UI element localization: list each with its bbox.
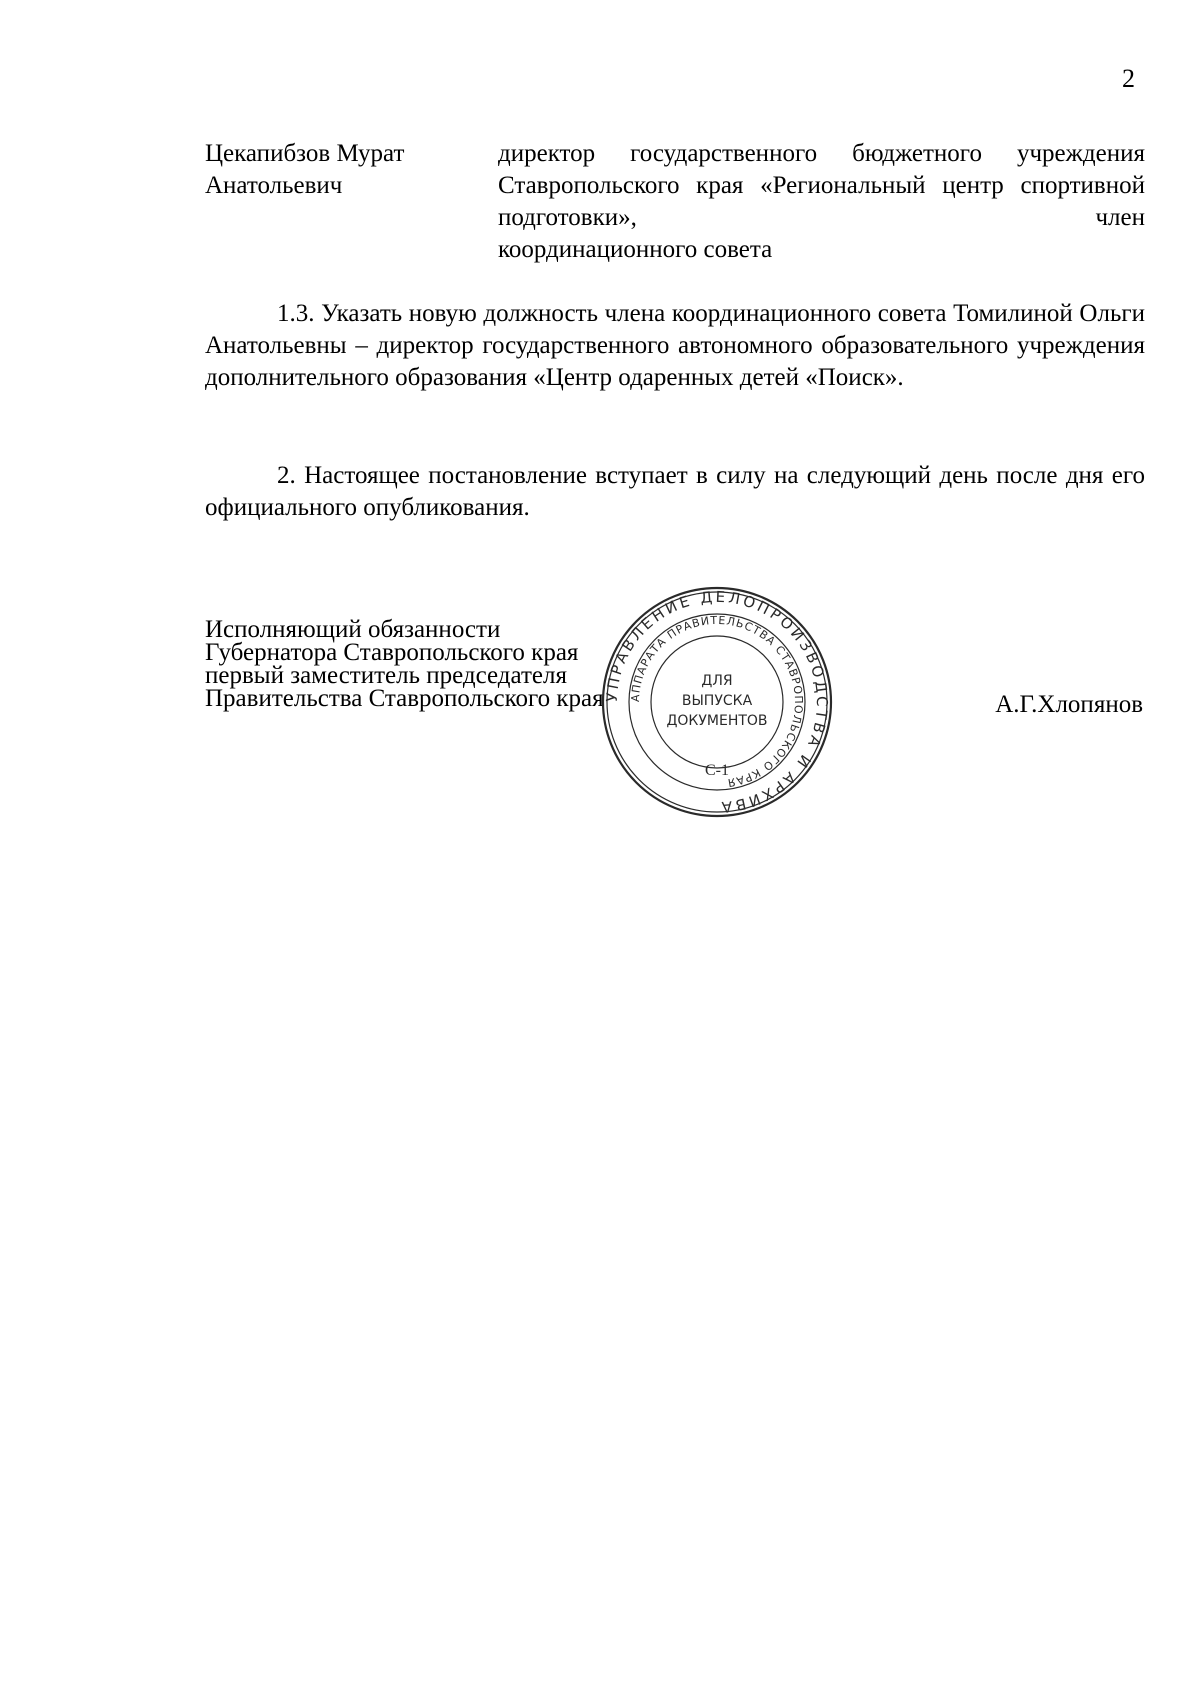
stamp-code: С-1 xyxy=(705,762,729,779)
member-name-line1: Цекапибзов Мурат xyxy=(205,140,405,167)
paragraph-2: 2. Настоящее постановление вступает в силу на следующий день после дня его официального опубликования. xyxy=(205,462,1145,521)
stamp-middle-text: АППАРАТА ПРАВИТЕЛЬСТВА СТАВРОПОЛЬСКОГО КРАЯ xyxy=(628,613,806,790)
stamp-seal xyxy=(600,585,834,819)
page-number: 2 xyxy=(1122,64,1135,93)
member-position-last-line: координационного совета xyxy=(498,236,773,263)
member-position-text: директор государственного бюджетного учреждения Ставропольского края «Региональный центр спортивной подготовки», член xyxy=(498,140,1145,231)
signature-line4: Правительства Ставропольского края xyxy=(205,685,604,712)
member-position xyxy=(498,138,1145,266)
signature-line3: первый заместитель председателя xyxy=(205,662,567,689)
member-name xyxy=(205,138,465,202)
stamp-center-line1: ДЛЯ xyxy=(701,673,733,689)
stamp-center-line2: ВЫПУСКА xyxy=(681,693,753,709)
stamp-center-line3: ДОКУМЕНТОВ xyxy=(666,713,768,729)
paragraph-1-3: 1.3. Указать новую должность члена координационного совета Томилиной Ольги Анатольевны – директор государственного автономного образовательного учреждения дополнительного образования «Центр одаренных детей «Поиск». xyxy=(205,300,1145,391)
signature-block xyxy=(205,618,604,710)
signer-name: А.Г.Хлопянов xyxy=(995,691,1143,718)
stamp-outer-text: УПРАВЛЕНИЕ ДЕЛОПРОИЗВОДСТВА И АРХИВА xyxy=(602,587,832,817)
signature-line2: Губернатора Ставропольского края xyxy=(205,639,579,666)
stamp-seal-graphic xyxy=(600,585,834,819)
member-name-line2: Анатольевич xyxy=(205,172,343,199)
signature-line1: Исполняющий обязанности xyxy=(205,616,501,643)
